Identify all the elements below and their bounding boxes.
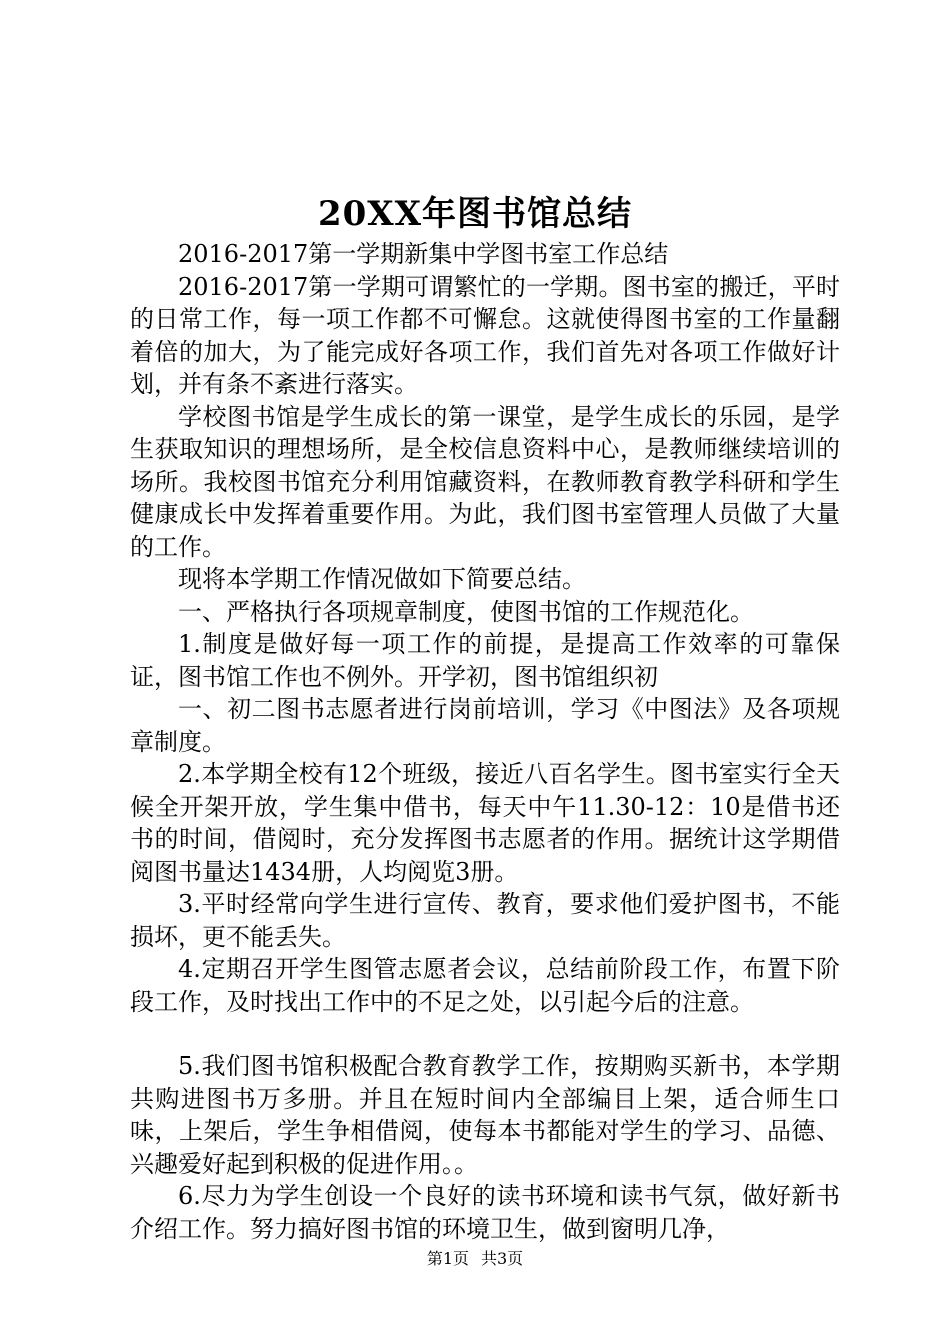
- document-body: [130, 238, 840, 1245]
- document-title: 20XX年图书馆总结: [317, 194, 633, 234]
- paragraph: 一、严格执行各项规章制度，使图书馆的工作规范化。: [178, 597, 754, 626]
- paragraph: 4.定期召开学生图管志愿者会议，总结前阶段工作，布置下阶段工作，及时找出工作中的不足之处，以引起今后的注意。: [130, 955, 840, 1016]
- paragraph: 学校图书馆是学生成长的第一课堂，是学生成长的乐园，是学生获取知识的理想场所，是全校信息资料中心，是教师继续培训的场所。我校图书馆充分利用馆藏资料，在教师教育教学科研和学生健康成长中发挥着重要作用。为此，我们图书室管理人员做了大量的工作。: [130, 402, 840, 561]
- paragraph: 1.制度是做好每一项工作的前提，是提高工作效率的可靠保证，图书馆工作也不例外。开学初，图书馆组织初: [130, 630, 840, 691]
- page-footer: [0, 1246, 950, 1269]
- page-count: 共3页: [481, 1249, 524, 1268]
- paragraph: 3.平时经常向学生进行宣传、教育，要求他们爱护图书，不能损坏，更不能丢失。: [130, 890, 840, 951]
- paragraph: 2016-2017第一学期可谓繁忙的一学期。图书室的搬迁，平时的日常工作，每一项工作都不可懈怠。这就使得图书室的工作量翻着倍的加大，为了能完成好各项工作，我们首先对各项工作做好计划，并有条不紊进行落实。: [130, 272, 840, 398]
- paragraph: 一、初二图书志愿者进行岗前培训，学习《中图法》及各项规章制度。: [130, 695, 840, 756]
- paragraph: 2.本学期全校有12个班级，接近八百名学生。图书室实行全天候全开架开放，学生集中借书，每天中午11.30-12：10是借书还书的时间，借阅时，充分发挥图书志愿者的作用。据统计这学期借阅图书量达1434册，人均阅览3册。: [130, 760, 840, 886]
- paragraph: 5.我们图书馆积极配合教育教学工作，按期购买新书，本学期共购进图书万多册。并且在短时间内全部编目上架，适合师生口味，上架后，学生争相借阅，使每本书都能对学生的学习、品德、兴趣爱好起到积极的促进作用。。: [130, 1052, 840, 1178]
- paragraph: 6.尽力为学生创设一个良好的读书环境和读书气氛，做好新书介绍工作。努力搞好图书馆的环境卫生，做到窗明几净，: [130, 1182, 840, 1243]
- paragraph: 现将本学期工作情况做如下简要总结。: [178, 565, 586, 593]
- page-number: 第1页: [426, 1249, 469, 1268]
- paragraph: 2016-2017第一学期新集中学图书室工作总结: [178, 240, 669, 268]
